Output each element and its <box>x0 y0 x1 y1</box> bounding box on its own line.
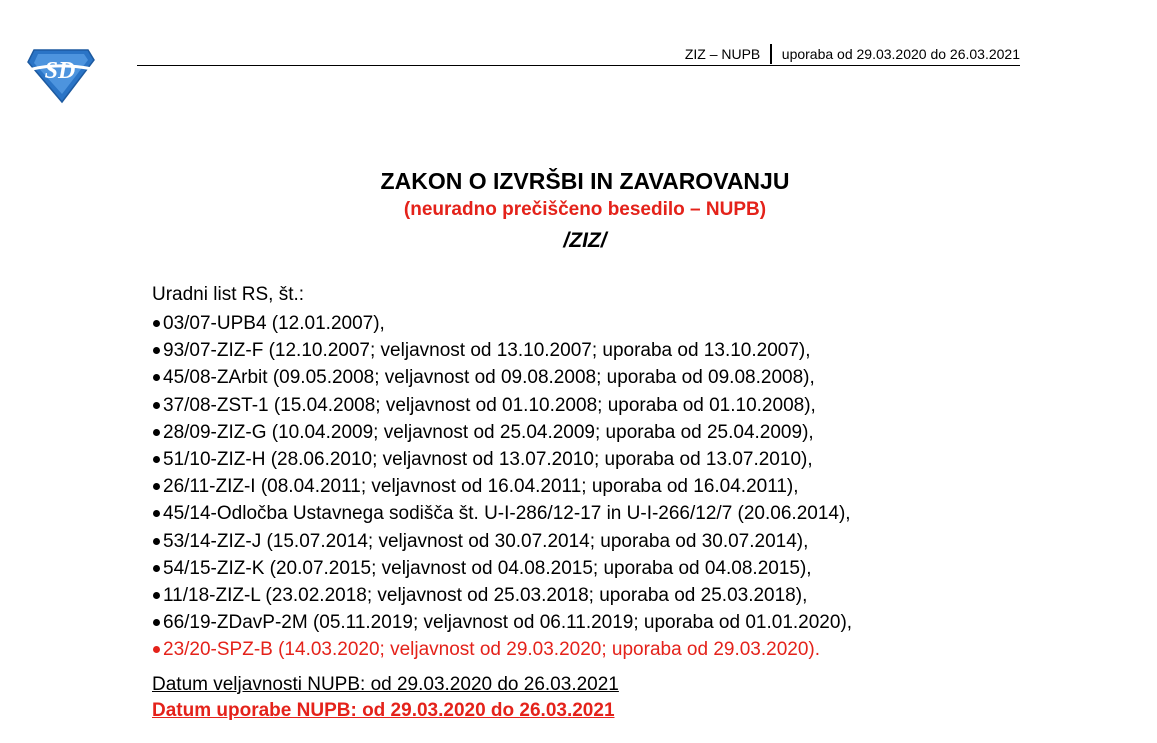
bullet-icon <box>153 510 160 517</box>
bullet-icon <box>153 347 160 354</box>
amendment-text: 45/08-ZArbit (09.05.2008; veljavnost od 09.08.2008; uporaba od 09.08.2008), <box>163 367 815 389</box>
sd-shield-logo-icon <box>22 44 96 104</box>
amendment-text: 03/07-UPB4 (12.01.2007), <box>163 313 385 334</box>
amendment-text: 66/19-ZDavP-2M (05.11.2019; veljavnost od 06.11.2019; uporaba od 01.01.2020), <box>163 612 853 634</box>
amendment-text: 23/20-SPZ-B (14.03.2020; veljavnost od 29.03.2020; uporaba od 29.03.2020). <box>163 639 821 661</box>
bullet-icon <box>153 320 160 327</box>
amendment-item <box>152 582 852 609</box>
bullet-icon <box>153 565 160 572</box>
gazette-label: Uradni list RS, št.: <box>152 284 305 305</box>
amendment-text: 93/07-ZIZ-F (12.10.2007; veljavnost od 13.10.2007; uporaba od 13.10.2007), <box>163 340 811 362</box>
amendment-item <box>152 337 852 364</box>
bullet-icon <box>153 538 160 545</box>
amendment-item <box>152 528 852 555</box>
amendment-text: 53/14-ZIZ-J (15.07.2014; veljavnost od 30.07.2014; uporaba od 30.07.2014), <box>163 530 809 552</box>
amendment-item <box>152 419 852 446</box>
document-abbreviation: /ZIZ/ <box>563 229 607 252</box>
amendment-item <box>152 392 852 419</box>
amendment-item <box>152 473 852 500</box>
amendment-item <box>152 636 852 663</box>
amendment-item <box>152 609 852 636</box>
amendment-text: 51/10-ZIZ-H (28.06.2010; veljavnost od 13.07.2010; uporaba od 13.07.2010), <box>163 448 813 470</box>
amendment-item <box>152 500 852 527</box>
header-rule <box>137 65 1020 66</box>
bullet-icon <box>153 619 160 626</box>
amendment-item <box>152 364 852 391</box>
amendment-item <box>152 555 852 582</box>
svg-text:SD: SD <box>44 58 76 84</box>
amendment-text: 45/14-Odločba Ustavnega sodišča št. U-I-286/12-17 in U-I-266/12/7 (20.06.2014), <box>163 503 851 525</box>
document-title: ZAKON O IZVRŠBI IN ZAVAROVANJU <box>380 168 790 194</box>
amendment-item <box>152 310 852 337</box>
document-subtitle: (neuradno prečiščeno besedilo – NUPB) <box>403 199 767 220</box>
amendment-text: 37/08-ZST-1 (15.04.2008; veljavnost od 01.10.2008; uporaba od 01.10.2008), <box>163 394 816 416</box>
bullet-icon <box>153 483 160 490</box>
header-document-code: ZIZ – NUPB <box>684 46 761 62</box>
bullet-icon <box>153 592 160 599</box>
amendment-text: 26/11-ZIZ-I (08.04.2011; veljavnost od 16.04.2011; uporaba od 16.04.2011), <box>163 476 799 498</box>
bullet-icon <box>153 646 160 653</box>
amendment-text: 11/18-ZIZ-L (23.02.2018; veljavnost od 25.03.2018; uporaba od 25.03.2018), <box>163 584 808 606</box>
header-usage-period: uporaba od 29.03.2020 do 26.03.2021 <box>781 46 1020 62</box>
amendment-text: 28/09-ZIZ-G (10.04.2009; veljavnost od 25.04.2009; uporaba od 25.04.2009), <box>163 421 814 443</box>
application-date: Datum uporabe NUPB: od 29.03.2020 do 26.03.2021 <box>152 700 615 721</box>
amendment-item <box>152 446 852 473</box>
bullet-icon <box>153 429 160 436</box>
amendment-text: 54/15-ZIZ-K (20.07.2015; veljavnost od 04.08.2015; uporaba od 04.08.2015), <box>163 557 812 579</box>
bullet-icon <box>153 456 160 463</box>
bullet-icon <box>153 402 160 409</box>
bullet-icon <box>153 374 160 381</box>
running-header <box>685 44 1020 64</box>
validity-date: Datum veljavnosti NUPB: od 29.03.2020 do 26.03.2021 <box>152 674 619 695</box>
header-separator <box>770 44 772 64</box>
amendment-list <box>152 310 852 663</box>
